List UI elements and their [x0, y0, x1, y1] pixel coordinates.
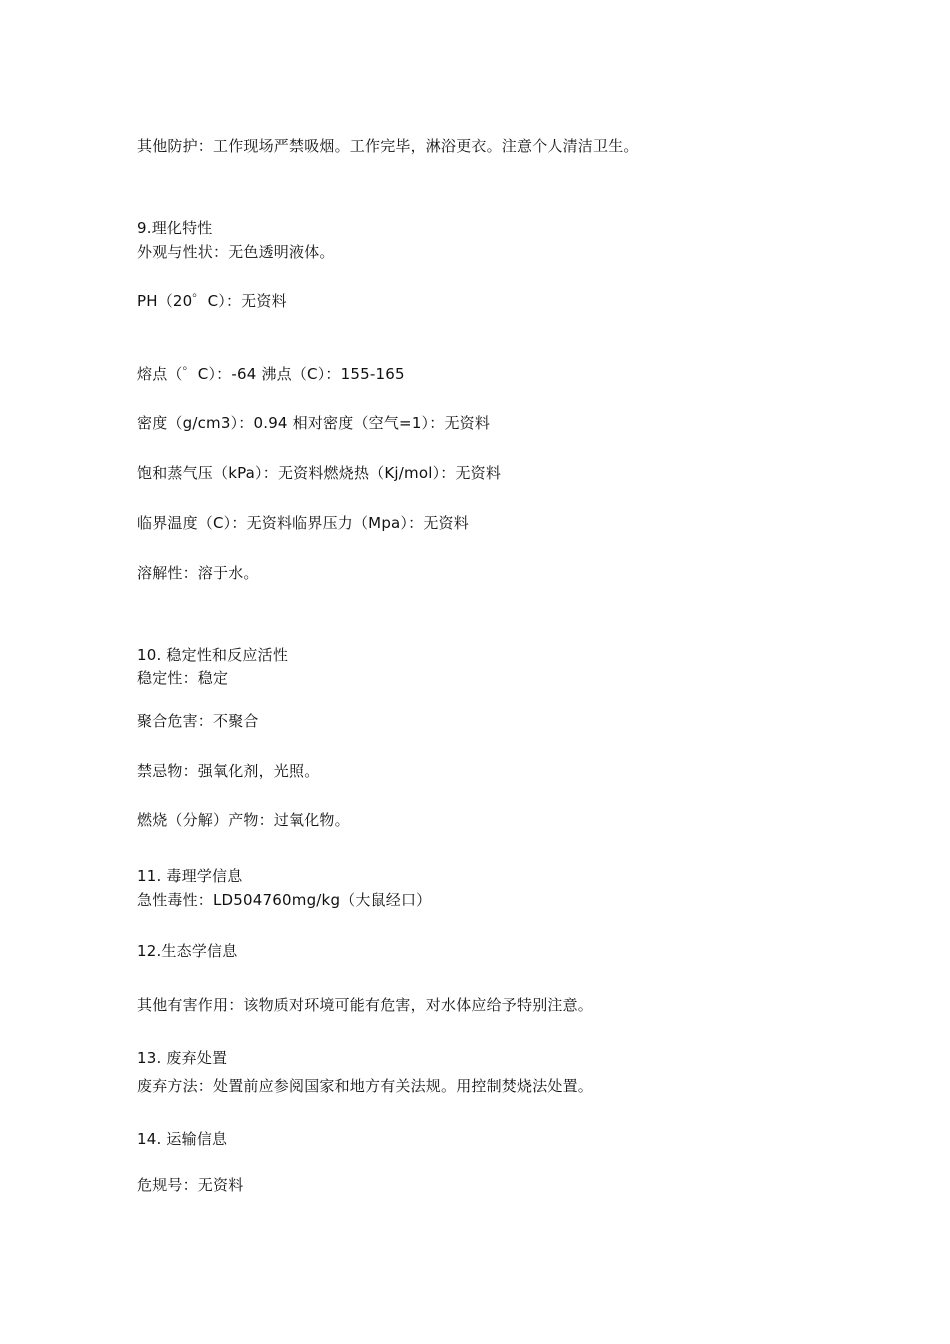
section-9-heading: 9.理化特性 — [137, 219, 213, 237]
combustion-products-text: 燃烧（分解）产物：过氧化物。 — [137, 811, 350, 829]
solubility-text: 溶解性：溶于水。 — [137, 564, 259, 582]
section-10-heading: 10. 稳定性和反应活性 — [137, 646, 289, 664]
disposal-method-text: 废弃方法：处置前应参阅国家和地方有关法规。用控制焚烧法处置。 — [137, 1077, 594, 1095]
ph-text: PH（20゜C）：无资料 — [137, 292, 287, 310]
other-protection-text: 其他防护：工作现场严禁吸烟。工作完毕，淋浴更衣。注意个人清洁卫生。 — [137, 137, 639, 155]
critical-text: 临界温度（C）：无资料临界压力（Mpa）：无资料 — [137, 514, 469, 532]
section-13-heading: 13. 废弃处置 — [137, 1049, 228, 1067]
vapor-pressure-text: 饱和蒸气压（kPa）：无资料燃烧热（Kj/mol）：无资料 — [137, 464, 502, 482]
appearance-text: 外观与性状：无色透明液体。 — [137, 243, 335, 261]
melting-boiling-text: 熔点（゜C）：-64 沸点（C）：155-165 — [137, 365, 405, 383]
density-text: 密度（g/cm3）：0.94 相对密度（空气=1）：无资料 — [137, 414, 491, 432]
polymerization-text: 聚合危害：不聚合 — [137, 712, 259, 730]
incompatible-text: 禁忌物：强氧化剂，光照。 — [137, 762, 320, 780]
stability-text: 稳定性：稳定 — [137, 669, 229, 687]
section-12-heading: 12.生态学信息 — [137, 942, 238, 960]
hazard-number-text: 危规号：无资料 — [137, 1176, 244, 1194]
section-11-heading: 11. 毒理学信息 — [137, 867, 243, 885]
acute-toxicity-text: 急性毒性：LD504760mg/kg（大鼠经口） — [137, 891, 432, 909]
other-harmful-text: 其他有害作用：该物质对环境可能有危害，对水体应给予特别注意。 — [137, 996, 594, 1014]
section-14-heading: 14. 运输信息 — [137, 1130, 228, 1148]
